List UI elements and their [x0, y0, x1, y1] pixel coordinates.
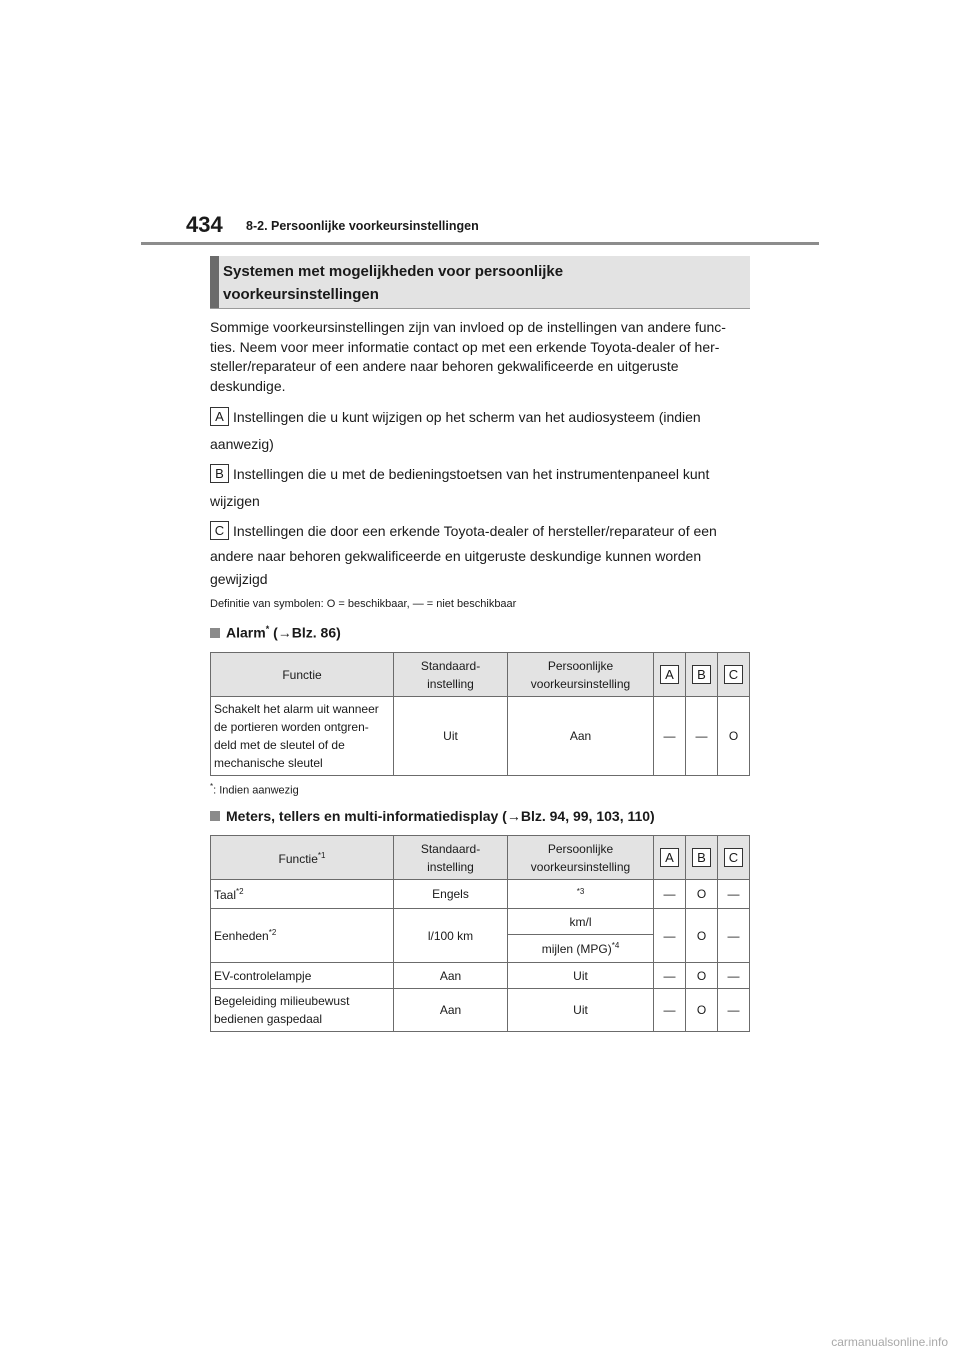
intro-line: Sommige voorkeursinstellingen zijn van invloed op de instellingen van andere func- — [210, 319, 726, 335]
meters-heading — [210, 808, 655, 824]
header-b: B — [686, 836, 718, 880]
cell-functie: EV-controlelampje — [211, 963, 394, 989]
header-functie: Functie — [211, 653, 394, 697]
table-row — [211, 909, 750, 935]
intro-line: steller/reparateur of een andere naar behoren gekwalificeerde en uitgeruste — [210, 358, 679, 374]
cell-a: — — [654, 909, 686, 963]
intro-line: deskundige. — [210, 377, 286, 394]
alarm-table — [210, 652, 750, 776]
header-standaard: Standaard- instelling — [394, 836, 508, 880]
cell-persoonlijk: km/l — [508, 909, 654, 935]
cell-standaard: Uit — [394, 697, 508, 776]
section-accent-bar — [210, 256, 219, 308]
cell-a: — — [654, 989, 686, 1032]
cell-functie: Taal$^{*2}$ — [211, 880, 394, 909]
legend-text: Instellingen die door een erkende Toyota-dealer of hersteller/reparateur of een — [233, 523, 717, 539]
cell-c: — — [718, 880, 750, 909]
section-title-line: voorkeursinstellingen — [223, 286, 379, 303]
cell-b: O — [686, 989, 718, 1032]
cell-persoonlijk: Uit — [508, 989, 654, 1032]
section-title-line: Systemen met mogelijkheden voor persoonlijke — [223, 263, 564, 280]
cell-b: O — [686, 880, 718, 909]
cell-a: — — [654, 963, 686, 989]
legend-item-b — [210, 463, 755, 513]
cell-c: O — [718, 697, 750, 776]
cell-standaard: l/100 km — [394, 909, 508, 963]
legend-letter-b: B — [210, 464, 229, 483]
cell-a: — — [654, 880, 686, 909]
alarm-heading-sup: * — [265, 624, 270, 634]
header-persoonlijk: Persoonlijke voorkeursinstelling — [508, 653, 654, 697]
header-b: B — [686, 653, 718, 697]
legend-text: Instellingen die u kunt wijzigen op het scherm van het audiosysteem (indien — [233, 409, 701, 425]
meters-table — [210, 835, 750, 1032]
legend-text: gewijzigd — [210, 571, 268, 587]
cell-functie: Eenheden$^{*2}$ — [211, 909, 394, 963]
table-row — [211, 697, 750, 776]
symbol-definition-note: Definitie van symbolen: O = beschikbaar, — = niet beschikbaar — [210, 598, 517, 610]
cell-persoonlijk: Aan — [508, 697, 654, 776]
cell-b: O — [686, 963, 718, 989]
page-number: 434 — [186, 212, 223, 237]
legend-text: aanwezig) — [210, 436, 274, 452]
cell-c: — — [718, 989, 750, 1032]
cell-standaard: Aan — [394, 989, 508, 1032]
header-a: A — [654, 653, 686, 697]
cell-persoonlijk: Uit — [508, 963, 654, 989]
cell-persoonlijk: mijlen (MPG)$^{*4}$ — [508, 935, 654, 963]
legend-letter-a: A — [210, 407, 229, 426]
table-row — [211, 963, 750, 989]
header-c: C — [718, 653, 750, 697]
footnote: *: Indien aanwezig — [210, 782, 299, 797]
cell-functie: Begeleiding milieubewust bedienen gaspedaal — [211, 989, 394, 1032]
header-functie: Functie$^{*1}$ — [211, 836, 394, 880]
table-row — [211, 989, 750, 1032]
section-title-box — [210, 256, 750, 309]
cell-functie: Schakelt het alarm uit wanneer de portieren worden ontgren- deld met de sleutel of de mechanische sleutel — [211, 697, 394, 776]
bullet-square-icon — [210, 628, 220, 638]
watermark: carmanualsonline.info — [831, 1335, 948, 1349]
legend-letter-c: C — [210, 521, 229, 540]
legend-text: wijzigen — [210, 493, 260, 509]
cell-b: — — [686, 697, 718, 776]
intro-line: ties. Neem voor meer informatie contact op met een erkende Toyota-dealer of her- — [210, 338, 720, 355]
section-title — [223, 260, 723, 306]
table-header-row — [211, 836, 750, 880]
header-persoonlijk: Persoonlijke voorkeursinstelling — [508, 836, 654, 880]
header-divider — [141, 242, 819, 245]
legend-text: Instellingen die u met de bedieningstoetsen van het instrumentenpaneel kunt — [233, 466, 710, 482]
meters-heading-text: Meters, tellers en multi-informatiedisplay (→Blz. 94, 99, 103, 110) — [226, 808, 655, 824]
header-standaard: Standaard- instelling — [394, 653, 508, 697]
cell-standaard: Engels — [394, 880, 508, 909]
cell-b: O — [686, 909, 718, 963]
alarm-heading-text: Alarm — [226, 624, 266, 641]
cell-standaard: Aan — [394, 963, 508, 989]
legend-text: andere naar behoren gekwalificeerde en uitgeruste deskundige kunnen worden — [210, 548, 702, 564]
cell-a: — — [654, 697, 686, 776]
table-header-row — [211, 653, 750, 697]
intro-paragraph — [210, 318, 755, 396]
alarm-heading-ref: (→Blz. 86) — [273, 624, 341, 641]
legend-item-a — [210, 406, 755, 456]
cell-c: — — [718, 963, 750, 989]
alarm-heading — [210, 624, 341, 641]
table-row — [211, 880, 750, 909]
header-a: A — [654, 836, 686, 880]
legend-item-c — [210, 520, 755, 591]
bullet-square-icon — [210, 811, 220, 821]
cell-c: — — [718, 909, 750, 963]
header-c: C — [718, 836, 750, 880]
chapter-title: 8-2. Persoonlijke voorkeursinstellingen — [246, 219, 479, 233]
cell-persoonlijk: *3 — [508, 880, 654, 909]
